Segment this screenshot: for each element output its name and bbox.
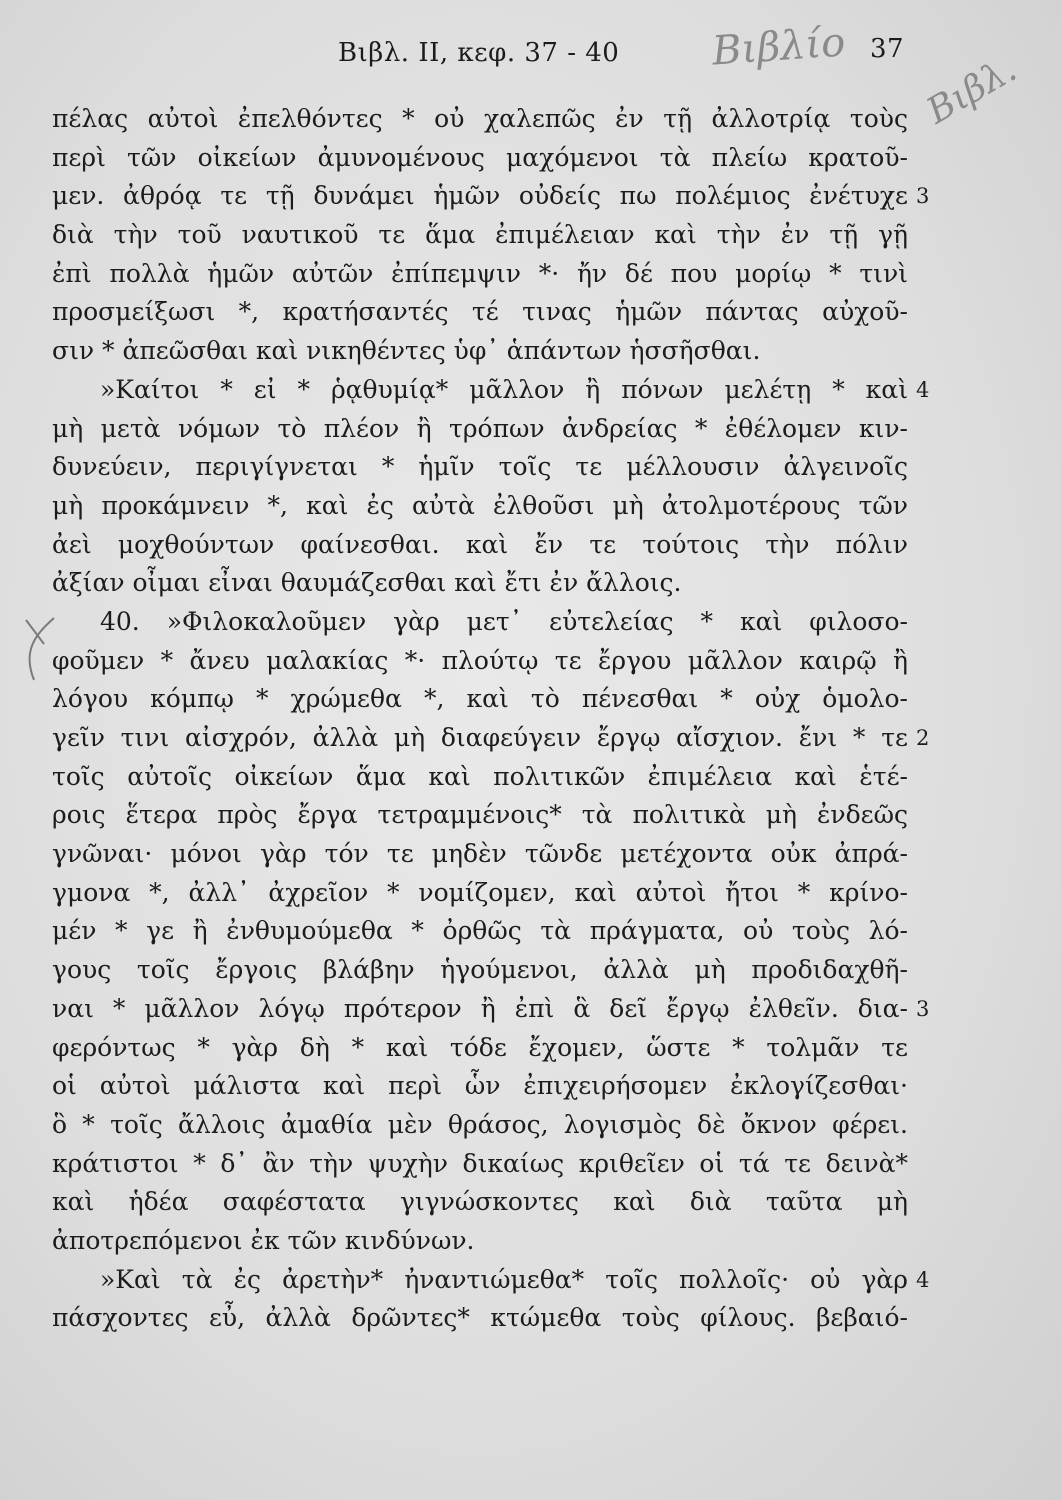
text-line: ναι * μᾶλλον λόγῳ πρότερον ἢ ἐπὶ ἃ δεῖ ἔργῳ ἐλθεῖν. δια- — [52, 993, 908, 1023]
text-line: ἀεὶ μοχθούντων φαίνεσθαι. καὶ ἔν τε τούτοις τὴν πόλιν — [52, 529, 908, 559]
text-line: ἐπὶ πολλὰ ἡμῶν αὐτῶν ἐπίπεμψιν *· ἤν δέ που μορίῳ * τινὶ — [52, 258, 908, 288]
text-line: 40. »Φιλοκαλοῦμεν γὰρ μετ᾽ εὐτελείας * καὶ φιλοσο- — [100, 606, 908, 636]
handwritten-annotation-margin: Βιβλ. — [920, 48, 1024, 133]
text-line: λόγου κόμπῳ * χρώμεθα *, καὶ τὸ πένεσθαι * οὐχ ὁμολο- — [52, 684, 908, 714]
text-line: »Καὶ τὰ ἐς ἀρετὴν* ἠναντιώμεθα* τοῖς πολλοῖς· οὐ γὰρ — [100, 1264, 908, 1294]
text-line: γους τοῖς ἔργοις βλάβην ἡγούμενοι, ἀλλὰ μὴ προδιδαχθῆ- — [52, 955, 908, 985]
text-line: καὶ ἡδέα σαφέστατα γιγνώσκοντες καὶ διὰ ταῦτα μὴ — [52, 1187, 908, 1217]
handwritten-annotation: Βιβλίο — [710, 19, 847, 75]
text-line: διὰ τὴν τοῦ ναυτικοῦ τε ἅμα ἐπιμέλειαν καὶ τὴν ἐν τῇ γῇ — [52, 220, 908, 250]
text-line: μὴ προκάμνειν *, καὶ ἐς αὐτὰ ἐλθοῦσι μὴ ἀτολμοτέρους τῶν — [52, 490, 908, 520]
body-text — [52, 100, 908, 1338]
text-line: προσμείξωσι *, κρατήσαντές τέ τινας ἡμῶν πάντας αὐχοῦ- — [52, 297, 908, 327]
text-line: μέν * γε ἢ ἐνθυμούμεθα * ὀρθῶς τὰ πράγματα, οὐ τοὺς λό- — [52, 916, 908, 946]
margin-number: 4 — [916, 1268, 930, 1292]
text-line: μὴ μετὰ νόμων τὸ πλέον ἢ τρόπων ἀνδρείας * ἐθέλομεν κιν- — [52, 413, 908, 443]
text-line: γμονα *, ἀλλ᾽ ἀχρεῖον * νομίζομεν, καὶ αὐτοὶ ἤτοι * κρίνο- — [52, 877, 908, 907]
text-line: ροις ἕτερα πρὸς ἔργα τετραμμένοις* τὰ πολιτικὰ μὴ ἐνδεῶς — [52, 800, 908, 830]
margin-number: 3 — [916, 997, 930, 1022]
text-line: δυνεύειν, περιγίγνεται * ἡμῖν τοῖς τε μέλλουσιν ἀλγεινοῖς — [52, 452, 908, 482]
text-line: τοῖς αὐτοῖς οἰκείων ἅμα καὶ πολιτικῶν ἐπιμέλεια καὶ ἑτέ- — [52, 761, 908, 791]
page-number: 37 — [870, 34, 905, 64]
text-line: ὃ * τοῖς ἄλλοις ἀμαθία μὲν θράσος, λογισμὸς δὲ ὄκνον φέρει. — [52, 1109, 908, 1139]
running-head: Βιβλ. ΙΙ, κεφ. 37 - 40 — [338, 38, 620, 68]
text-line: γεῖν τινι αἰσχρόν, ἀλλὰ μὴ διαφεύγειν ἔργῳ αἴσχιον. ἔνι * τε — [52, 723, 908, 752]
page-header — [0, 34, 1061, 74]
text-line: πέλας αὐτοὶ ἐπελθόντες * οὐ χαλεπῶς ἐν τῇ ἀλλοτρίᾳ τοὺς — [52, 104, 908, 133]
text-line: περὶ τῶν οἰκείων ἀμυνομένους μαχόμενοι τὰ πλείω κρατοῦ- — [52, 142, 908, 172]
text-line: ἀποτρεπόμενοι ἐκ τῶν κινδύνων. — [52, 1225, 475, 1255]
text-line: σιν * ἀπεῶσθαι καὶ νικηθέντες ὑφ᾽ ἁπάντων ἡσσῆσθαι. — [52, 336, 761, 366]
text-line: φερόντως * γὰρ δὴ * καὶ τόδε ἔχομεν, ὥστε * τολμᾶν τε — [52, 1032, 908, 1062]
text-line: κράτιστοι * δ᾽ ἂν τὴν ψυχὴν δικαίως κριθεῖεν οἱ τά τε δεινὰ* — [52, 1148, 908, 1178]
text-line: γνῶναι· μόνοι γὰρ τόν τε μηδὲν τῶνδε μετέχοντα οὐκ ἀπρά- — [52, 839, 908, 869]
text-line: »Καίτοι * εἰ * ῥᾳθυμίᾳ* μᾶλλον ἢ πόνων μελέτῃ * καὶ — [100, 374, 908, 404]
text-line: οἱ αὐτοὶ μάλιστα καὶ περὶ ὧν ἐπιχειρήσομεν ἐκλογίζεσθαι· — [52, 1071, 908, 1101]
margin-number: 2 — [916, 726, 930, 751]
text-line: μεν. ἀθρόᾳ τε τῇ δυνάμει ἡμῶν οὐδείς πω πολέμιος ἐνέτυχε — [52, 181, 908, 211]
text-line: ἀξίαν οἶμαι εἶναι θαυμάζεσθαι καὶ ἔτι ἐν ἄλλοις. — [52, 568, 682, 598]
text-line: φοῦμεν * ἄνευ μαλακίας *· πλούτῳ τε ἔργου μᾶλλον καιρῷ ἢ — [52, 645, 908, 675]
text-line: πάσχοντες εὖ, ἀλλὰ δρῶντες* κτώμεθα τοὺς φίλους. βεβαιό- — [52, 1303, 908, 1333]
margin-number: 4 — [916, 377, 930, 402]
margin-number: 3 — [916, 184, 930, 209]
